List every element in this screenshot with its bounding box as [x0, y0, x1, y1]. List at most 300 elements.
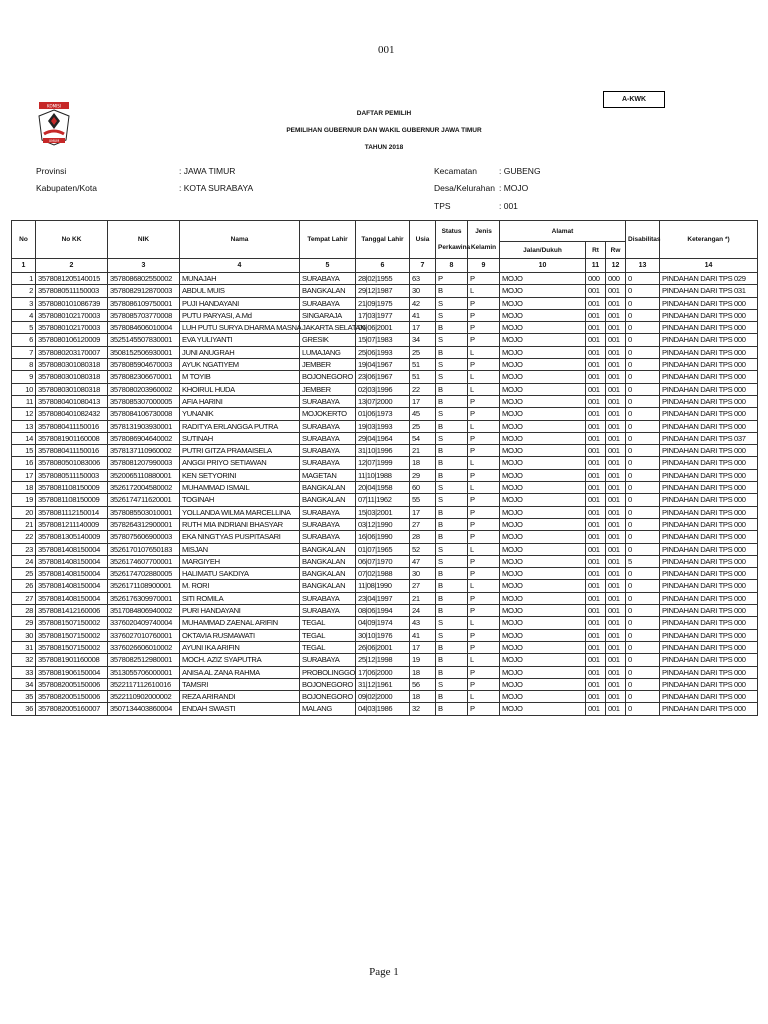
cell-keterangan: PINDAHAN DARI TPS 000 — [660, 629, 758, 641]
cell-rt: 001 — [586, 666, 606, 678]
cell-rw: 001 — [606, 543, 626, 555]
cell-rt: 001 — [586, 580, 606, 592]
cell-status: B — [436, 691, 468, 703]
cell-keterangan: PINDAHAN DARI TPS 000 — [660, 678, 758, 690]
cell-nik: 3507134403860004 — [108, 703, 180, 715]
cell-rw: 000 — [606, 273, 626, 285]
cell-no: 4 — [12, 309, 36, 321]
cell-usia: 42 — [410, 297, 436, 309]
page-top-number: 001 — [378, 44, 395, 56]
cell-tanggal-lahir: 16|06|1990 — [356, 531, 410, 543]
cell-no: 25 — [12, 568, 36, 580]
cell-keterangan: PINDAHAN DARI TPS 000 — [660, 654, 758, 666]
cell-usia: 47 — [410, 555, 436, 567]
col-header-rw: Rw — [606, 242, 626, 259]
cell-no: 8 — [12, 359, 36, 371]
cell-rw: 001 — [606, 432, 626, 444]
cell-no: 30 — [12, 629, 36, 641]
cell-keterangan: PINDAHAN DARI TPS 000 — [660, 297, 758, 309]
cell-no: 9 — [12, 371, 36, 383]
cell-jenis-kelamin: P — [468, 322, 500, 334]
cell-no-kk: 3578080106120009 — [36, 334, 108, 346]
cell-jalan: MOJO — [500, 371, 586, 383]
cell-disabilitas: 0 — [626, 543, 660, 555]
table-row — [12, 432, 758, 444]
cell-status: B — [436, 641, 468, 653]
cell-jenis-kelamin: L — [468, 420, 500, 432]
cell-tanggal-lahir: 17|03|1977 — [356, 309, 410, 321]
cell-jenis-kelamin: L — [468, 543, 500, 555]
cell-nik: 3526174607700001 — [108, 555, 180, 567]
cell-nik: 3522117112610016 — [108, 678, 180, 690]
cell-disabilitas: 0 — [626, 494, 660, 506]
column-number: 7 — [410, 259, 436, 273]
cell-jenis-kelamin: L — [468, 654, 500, 666]
cell-no: 19 — [12, 494, 36, 506]
kpu-logo-icon — [36, 100, 72, 146]
cell-rw: 001 — [606, 297, 626, 309]
table-row — [12, 469, 758, 481]
cell-no-kk: 3578081901160008 — [36, 432, 108, 444]
table-row — [12, 285, 758, 297]
cell-rw: 001 — [606, 334, 626, 346]
cell-usia: 25 — [410, 420, 436, 432]
column-number: 3 — [108, 259, 180, 273]
cell-jalan: MOJO — [500, 641, 586, 653]
cell-tanggal-lahir: 31|12|1961 — [356, 678, 410, 690]
cell-rt: 001 — [586, 383, 606, 395]
cell-nama: AYUNI IKA ARIFIN — [180, 641, 300, 653]
cell-no: 15 — [12, 445, 36, 457]
cell-keterangan: PINDAHAN DARI TPS 000 — [660, 555, 758, 567]
cell-usia: 52 — [410, 543, 436, 555]
cell-nik: 3578075606900003 — [108, 531, 180, 543]
cell-nama: MUHAMMAD ZAENAL ARIFIN — [180, 617, 300, 629]
cell-jalan: MOJO — [500, 432, 586, 444]
column-number: 2 — [36, 259, 108, 273]
meta-desa-label: Desa/Kelurahan — [434, 183, 495, 193]
cell-tempat-lahir: LUMAJANG — [300, 346, 356, 358]
cell-jalan: MOJO — [500, 420, 586, 432]
cell-no: 20 — [12, 506, 36, 518]
cell-keterangan: PINDAHAN DARI TPS 037 — [660, 432, 758, 444]
cell-jalan: MOJO — [500, 285, 586, 297]
cell-usia: 41 — [410, 309, 436, 321]
cell-nik: 3578085703770008 — [108, 309, 180, 321]
cell-rw: 001 — [606, 678, 626, 690]
cell-no-kk: 3578081507150002 — [36, 629, 108, 641]
column-number: 4 — [180, 259, 300, 273]
cell-disabilitas: 0 — [626, 469, 660, 481]
cell-nama: MUHAMMAD ISMAIL — [180, 482, 300, 494]
cell-status: B — [436, 666, 468, 678]
cell-no-kk: 3578080102170003 — [36, 322, 108, 334]
cell-jalan: MOJO — [500, 346, 586, 358]
cell-rw: 001 — [606, 555, 626, 567]
table-row — [12, 273, 758, 285]
cell-rw: 001 — [606, 506, 626, 518]
cell-usia: 56 — [410, 678, 436, 690]
cell-tanggal-lahir: 20|04|1958 — [356, 482, 410, 494]
cell-jalan: MOJO — [500, 629, 586, 641]
cell-nik: 3526176309970001 — [108, 592, 180, 604]
cell-keterangan: PINDAHAN DARI TPS 000 — [660, 322, 758, 334]
cell-no: 1 — [12, 273, 36, 285]
cell-jenis-kelamin: P — [468, 531, 500, 543]
table-row — [12, 297, 758, 309]
cell-no-kk: 3578081408150004 — [36, 580, 108, 592]
table-row — [12, 506, 758, 518]
cell-nama: OKTAVIA RUSMAWATI — [180, 629, 300, 641]
cell-status: S — [436, 678, 468, 690]
table-row — [12, 322, 758, 334]
cell-rw: 001 — [606, 457, 626, 469]
cell-jenis-kelamin: P — [468, 334, 500, 346]
cell-jenis-kelamin: P — [468, 494, 500, 506]
cell-disabilitas: 0 — [626, 580, 660, 592]
cell-jenis-kelamin: P — [468, 273, 500, 285]
cell-jenis-kelamin: L — [468, 617, 500, 629]
col-header-jenis-line2: Kelamin — [470, 244, 497, 251]
cell-no-kk: 3578080101086739 — [36, 297, 108, 309]
cell-jenis-kelamin: L — [468, 285, 500, 297]
cell-rt: 001 — [586, 457, 606, 469]
cell-tempat-lahir: SURABAYA — [300, 432, 356, 444]
cell-rt: 001 — [586, 359, 606, 371]
cell-keterangan: PINDAHAN DARI TPS 000 — [660, 494, 758, 506]
cell-rw: 001 — [606, 641, 626, 653]
cell-usia: 54 — [410, 432, 436, 444]
cell-disabilitas: 0 — [626, 285, 660, 297]
cell-no: 16 — [12, 457, 36, 469]
cell-rt: 001 — [586, 408, 606, 420]
cell-tanggal-lahir: 28|02|1955 — [356, 273, 410, 285]
cell-tempat-lahir: SURABAYA — [300, 420, 356, 432]
col-header-usia: Usia — [410, 221, 436, 259]
cell-nama: REZA ARIRANDI — [180, 691, 300, 703]
table-row — [12, 691, 758, 703]
cell-keterangan: PINDAHAN DARI TPS 000 — [660, 408, 758, 420]
cell-nama: JUNI ANUGRAH — [180, 346, 300, 358]
cell-usia: 27 — [410, 518, 436, 530]
table-row — [12, 408, 758, 420]
table-row — [12, 395, 758, 407]
cell-jalan: MOJO — [500, 482, 586, 494]
cell-tanggal-lahir: 17|06|2000 — [356, 666, 410, 678]
cell-no-kk: 3578081408150004 — [36, 568, 108, 580]
cell-no: 24 — [12, 555, 36, 567]
cell-nama: SUTINAH — [180, 432, 300, 444]
cell-disabilitas: 0 — [626, 506, 660, 518]
cell-usia: 51 — [410, 371, 436, 383]
table-row — [12, 543, 758, 555]
cell-keterangan: PINDAHAN DARI TPS 000 — [660, 371, 758, 383]
cell-rw: 001 — [606, 408, 626, 420]
cell-jenis-kelamin: L — [468, 580, 500, 592]
cell-jenis-kelamin: P — [468, 555, 500, 567]
cell-rt: 001 — [586, 641, 606, 653]
cell-status: B — [436, 457, 468, 469]
cell-status: B — [436, 531, 468, 543]
cell-tanggal-lahir: 13|07|2000 — [356, 395, 410, 407]
cell-jalan: MOJO — [500, 506, 586, 518]
cell-rw: 001 — [606, 703, 626, 715]
cell-jalan: MOJO — [500, 273, 586, 285]
cell-status: B — [436, 580, 468, 592]
cell-jalan: MOJO — [500, 457, 586, 469]
cell-jenis-kelamin: P — [468, 568, 500, 580]
cell-no-kk: 3578081108150009 — [36, 494, 108, 506]
cell-usia: 17 — [410, 641, 436, 653]
cell-nik: 3578085307000005 — [108, 395, 180, 407]
cell-rw: 001 — [606, 322, 626, 334]
cell-rw: 001 — [606, 531, 626, 543]
cell-jenis-kelamin: P — [468, 309, 500, 321]
cell-nik: 3525145507830001 — [108, 334, 180, 346]
col-header-tanggal-lahir: Tanggal Lahir — [356, 221, 410, 259]
cell-rw: 001 — [606, 666, 626, 678]
cell-no-kk: 3578081205140015 — [36, 273, 108, 285]
cell-rw: 001 — [606, 469, 626, 481]
cell-usia: 18 — [410, 691, 436, 703]
cell-rt: 001 — [586, 506, 606, 518]
voter-rows — [12, 273, 758, 716]
col-header-jenis-line1: Jenis — [475, 228, 492, 235]
cell-rw: 001 — [606, 482, 626, 494]
column-number: 10 — [500, 259, 586, 273]
cell-usia: 25 — [410, 346, 436, 358]
cell-tanggal-lahir: 29|12|1987 — [356, 285, 410, 297]
cell-jalan: MOJO — [500, 297, 586, 309]
cell-keterangan: PINDAHAN DARI TPS 000 — [660, 309, 758, 321]
cell-usia: 30 — [410, 568, 436, 580]
logo-top-text: KOMISI — [47, 103, 61, 109]
cell-nama: KHOIRUL HUDA — [180, 383, 300, 395]
cell-jenis-kelamin: P — [468, 432, 500, 444]
cell-tanggal-lahir: 04|09|1974 — [356, 617, 410, 629]
cell-tempat-lahir: BANGKALAN — [300, 555, 356, 567]
cell-no-kk: 3578081408150004 — [36, 555, 108, 567]
cell-jenis-kelamin: P — [468, 629, 500, 641]
cell-rw: 001 — [606, 371, 626, 383]
cell-no-kk: 3578081906150004 — [36, 666, 108, 678]
cell-tempat-lahir: SURABAYA — [300, 457, 356, 469]
cell-nik: 3508152506930001 — [108, 346, 180, 358]
column-number: 1 — [12, 259, 36, 273]
cell-rt: 001 — [586, 322, 606, 334]
cell-status: B — [436, 703, 468, 715]
cell-disabilitas: 0 — [626, 334, 660, 346]
cell-disabilitas: 0 — [626, 346, 660, 358]
cell-rt: 001 — [586, 494, 606, 506]
cell-usia: 28 — [410, 531, 436, 543]
cell-jenis-kelamin: P — [468, 408, 500, 420]
table-row — [12, 359, 758, 371]
column-number: 6 — [356, 259, 410, 273]
cell-tempat-lahir: JEMBER — [300, 383, 356, 395]
cell-tempat-lahir: SINGARAJA — [300, 309, 356, 321]
col-header-nik: NIK — [108, 221, 180, 259]
cell-disabilitas: 0 — [626, 703, 660, 715]
cell-usia: 27 — [410, 580, 436, 592]
cell-status: S — [436, 555, 468, 567]
cell-rt: 001 — [586, 555, 606, 567]
col-header-no-kk: No KK — [36, 221, 108, 259]
col-header-rt: Rt — [586, 242, 606, 259]
col-header-alamat: Alamat — [500, 221, 626, 242]
cell-jenis-kelamin: P — [468, 518, 500, 530]
cell-jalan: MOJO — [500, 654, 586, 666]
cell-rt: 001 — [586, 617, 606, 629]
cell-status: B — [436, 654, 468, 666]
cell-tempat-lahir: JEMBER — [300, 359, 356, 371]
cell-rt: 001 — [586, 395, 606, 407]
meta-kecamatan-value: : GUBENG — [499, 166, 541, 176]
column-number: 11 — [586, 259, 606, 273]
cell-keterangan: PINDAHAN DARI TPS 000 — [660, 334, 758, 346]
cell-status: S — [436, 543, 468, 555]
column-number: 8 — [436, 259, 468, 273]
cell-tanggal-lahir: 29|04|1964 — [356, 432, 410, 444]
cell-no-kk: 3578081412160006 — [36, 605, 108, 617]
cell-jenis-kelamin: P — [468, 678, 500, 690]
cell-disabilitas: 0 — [626, 359, 660, 371]
cell-usia: 51 — [410, 359, 436, 371]
cell-jenis-kelamin: L — [468, 482, 500, 494]
column-number: 14 — [660, 259, 758, 273]
cell-tempat-lahir: BOJONEGORO — [300, 371, 356, 383]
cell-nik: 3578086802550002 — [108, 273, 180, 285]
cell-nama: HALIMATU SAKDIYA — [180, 568, 300, 580]
cell-rt: 001 — [586, 432, 606, 444]
cell-rw: 001 — [606, 568, 626, 580]
cell-status: B — [436, 420, 468, 432]
meta-kabkota-label: Kabupaten/Kota — [36, 183, 97, 193]
cell-tanggal-lahir: 15|07|1983 — [356, 334, 410, 346]
cell-keterangan: PINDAHAN DARI TPS 000 — [660, 445, 758, 457]
cell-status: B — [436, 592, 468, 604]
cell-nama: MUNAJAH — [180, 273, 300, 285]
cell-rw: 001 — [606, 580, 626, 592]
cell-no: 31 — [12, 641, 36, 653]
col-header-keterangan: Keterangan *) — [660, 221, 758, 259]
cell-usia: 21 — [410, 592, 436, 604]
cell-rt: 001 — [586, 543, 606, 555]
cell-usia: 55 — [410, 494, 436, 506]
table-row — [12, 666, 758, 678]
cell-jalan: MOJO — [500, 445, 586, 457]
cell-nik: 3578137110960002 — [108, 445, 180, 457]
cell-rt: 001 — [586, 703, 606, 715]
cell-jalan: MOJO — [500, 494, 586, 506]
cell-no: 33 — [12, 666, 36, 678]
cell-jalan: MOJO — [500, 309, 586, 321]
cell-nama: YOLLANDA WILMA MARCELLINA — [180, 506, 300, 518]
cell-keterangan: PINDAHAN DARI TPS 000 — [660, 580, 758, 592]
cell-jenis-kelamin: P — [468, 592, 500, 604]
table-row — [12, 568, 758, 580]
cell-status: S — [436, 494, 468, 506]
cell-nik: 3513055706000001 — [108, 666, 180, 678]
table-row — [12, 678, 758, 690]
cell-tempat-lahir: MOJOKERTO — [300, 408, 356, 420]
cell-tempat-lahir: GRESIK — [300, 334, 356, 346]
cell-no: 14 — [12, 432, 36, 444]
cell-keterangan: PINDAHAN DARI TPS 000 — [660, 568, 758, 580]
cell-rt: 001 — [586, 482, 606, 494]
cell-nama: ANISA AL ZANA RAHMA — [180, 666, 300, 678]
cell-tanggal-lahir: 07|11|1962 — [356, 494, 410, 506]
table-row — [12, 641, 758, 653]
cell-keterangan: PINDAHAN DARI TPS 000 — [660, 605, 758, 617]
cell-keterangan: PINDAHAN DARI TPS 000 — [660, 641, 758, 653]
cell-no-kk: 3578080511150003 — [36, 469, 108, 481]
cell-nik: 3578082912870003 — [108, 285, 180, 297]
cell-status: S — [436, 371, 468, 383]
cell-rt: 001 — [586, 445, 606, 457]
meta-provinsi-label: Provinsi — [36, 166, 67, 176]
cell-keterangan: PINDAHAN DARI TPS 000 — [660, 666, 758, 678]
cell-rt: 001 — [586, 518, 606, 530]
cell-disabilitas: 0 — [626, 666, 660, 678]
cell-jalan: MOJO — [500, 395, 586, 407]
cell-tempat-lahir: SURABAYA — [300, 605, 356, 617]
table-row — [12, 482, 758, 494]
cell-tanggal-lahir: 09|02|2000 — [356, 691, 410, 703]
cell-tanggal-lahir: 31|10|1996 — [356, 445, 410, 457]
table-row — [12, 346, 758, 358]
table-row — [12, 457, 758, 469]
cell-status: S — [436, 309, 468, 321]
cell-jalan: MOJO — [500, 678, 586, 690]
cell-rw: 001 — [606, 691, 626, 703]
cell-jalan: MOJO — [500, 469, 586, 481]
cell-tanggal-lahir: 21|09|1975 — [356, 297, 410, 309]
cell-no-kk: 3578081305140009 — [36, 531, 108, 543]
cell-keterangan: PINDAHAN DARI TPS 000 — [660, 592, 758, 604]
cell-no-kk: 3578082005150006 — [36, 691, 108, 703]
cell-usia: 43 — [410, 617, 436, 629]
cell-no: 7 — [12, 346, 36, 358]
cell-status: B — [436, 469, 468, 481]
col-header-jenis-kelamin — [468, 221, 500, 259]
cell-status: S — [436, 359, 468, 371]
cell-disabilitas: 0 — [626, 420, 660, 432]
cell-disabilitas: 0 — [626, 641, 660, 653]
cell-jalan: MOJO — [500, 334, 586, 346]
cell-tanggal-lahir: 06|06|2001 — [356, 322, 410, 334]
cell-status: S — [436, 408, 468, 420]
cell-jenis-kelamin: L — [468, 457, 500, 469]
cell-disabilitas: 0 — [626, 457, 660, 469]
cell-usia: 19 — [410, 654, 436, 666]
cell-no: 6 — [12, 334, 36, 346]
cell-no: 35 — [12, 691, 36, 703]
cell-nik: 3578082306670001 — [108, 371, 180, 383]
cell-usia: 24 — [410, 605, 436, 617]
cell-no: 21 — [12, 518, 36, 530]
cell-rw: 001 — [606, 420, 626, 432]
cell-tanggal-lahir: 03|12|1990 — [356, 518, 410, 530]
doc-subtitle: PEMILIHAN GUBERNUR DAN WAKIL GUBERNUR JAWA TIMUR — [286, 127, 482, 134]
cell-nama: ABDUL MUIS — [180, 285, 300, 297]
cell-disabilitas: 0 — [626, 629, 660, 641]
cell-nama: YUNANIK — [180, 408, 300, 420]
cell-rw: 001 — [606, 654, 626, 666]
table-row — [12, 531, 758, 543]
cell-tanggal-lahir: 30|10|1976 — [356, 629, 410, 641]
cell-rt: 001 — [586, 654, 606, 666]
